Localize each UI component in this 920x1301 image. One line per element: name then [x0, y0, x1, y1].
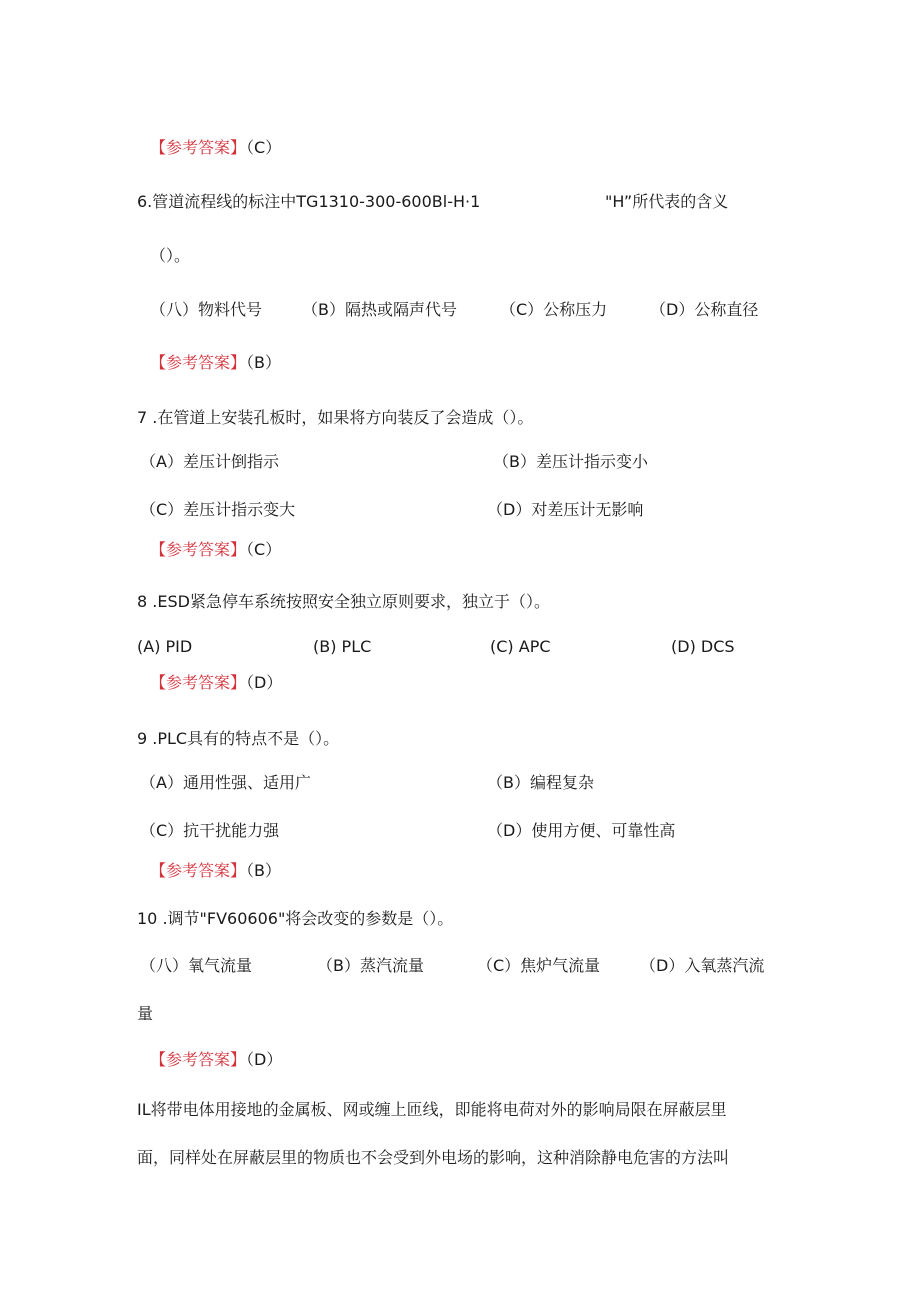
answer-label: 【参考答案】 — [150, 1050, 247, 1069]
question-10-option-b: （B）蒸汽流量 — [317, 956, 424, 975]
answer-line — [150, 671, 282, 695]
answer-label: 【参考答案】 — [150, 138, 247, 157]
question-9-option-a: （A）通用性强、适用广 — [140, 773, 311, 792]
question-7-option-d: （D）对差压计无影响 — [487, 500, 644, 519]
question-6-option-b: （B）隔热或隔声代号 — [302, 300, 457, 319]
question-6-option-c: （C）公称压力 — [500, 300, 608, 319]
answer-line — [150, 351, 281, 375]
question-11-stem-line1: IL将带电体用接地的金属板、网或缠上匝线，即能将电荷对外的影响局限在屏蔽层里 — [137, 1100, 727, 1119]
question-6-stem-meaning: "H”所代表的含义 — [605, 192, 729, 211]
answer-line — [150, 538, 281, 562]
answer-line — [150, 1048, 282, 1072]
answer-label: 【参考答案】 — [150, 861, 247, 880]
answer-value: （C） — [246, 540, 282, 559]
question-8-option-c: (C) APC — [490, 637, 551, 656]
question-8-option-a: (A) PID — [137, 637, 193, 656]
answer-value: （B） — [246, 353, 281, 372]
question-10-option-a: （八）氧气流量 — [140, 956, 253, 975]
question-9-option-b: （B）编程复杂 — [487, 773, 594, 792]
question-7-option-c: （C）差压计指示变大 — [140, 500, 296, 519]
question-7-option-b: （B）差压计指示变小 — [493, 452, 648, 471]
answer-label: 【参考答案】 — [150, 673, 247, 692]
question-8-option-d: (D) DCS — [671, 637, 735, 656]
question-6-stem-continuation: （）。 — [150, 246, 191, 265]
question-8-option-b: (B) PLC — [313, 637, 372, 656]
question-10-option-d: （D）入氧蒸汽流 — [640, 956, 765, 975]
answer-line — [150, 859, 281, 883]
answer-value: （C） — [246, 138, 282, 157]
question-11-stem-line2: 面，同样处在屏蔽层里的物质也不会受到外电场的影响，这种消除静电危害的方法叫 — [137, 1148, 730, 1167]
answer-value: （D） — [246, 673, 283, 692]
question-6-stem: 6.管道流程线的标注中TG1310-300-600Bl-H·1 — [137, 192, 481, 211]
question-7-option-a: （A）差压计倒指示 — [140, 452, 279, 471]
answer-line — [150, 136, 281, 160]
question-6-option-d: （D）公称直径 — [650, 300, 759, 319]
question-9-option-d: （D）使用方便、可靠性高 — [487, 821, 676, 840]
answer-label: 【参考答案】 — [150, 353, 247, 372]
question-9-option-c: （C）抗干扰能力强 — [140, 821, 280, 840]
answer-value: （B） — [246, 861, 281, 880]
answer-value: （D） — [246, 1050, 283, 1069]
question-7-stem: 7 .在管道上安装孔板时，如果将方向装反了会造成（）。 — [137, 408, 534, 427]
question-6-option-a: （八）物料代号 — [150, 300, 263, 319]
question-10-option-c: （C）焦炉气流量 — [477, 956, 601, 975]
question-10-option-d-continuation: 量 — [137, 1004, 154, 1023]
question-9-stem: 9 .PLC具有的特点不是（）。 — [137, 729, 340, 748]
question-10-stem: 10 .调节"FV60606"将会改变的参数是（）。 — [137, 909, 454, 928]
answer-label: 【参考答案】 — [150, 540, 247, 559]
question-8-stem: 8 .ESD紧急停车系统按照安全独立原则要求，独立于（）。 — [137, 592, 550, 611]
